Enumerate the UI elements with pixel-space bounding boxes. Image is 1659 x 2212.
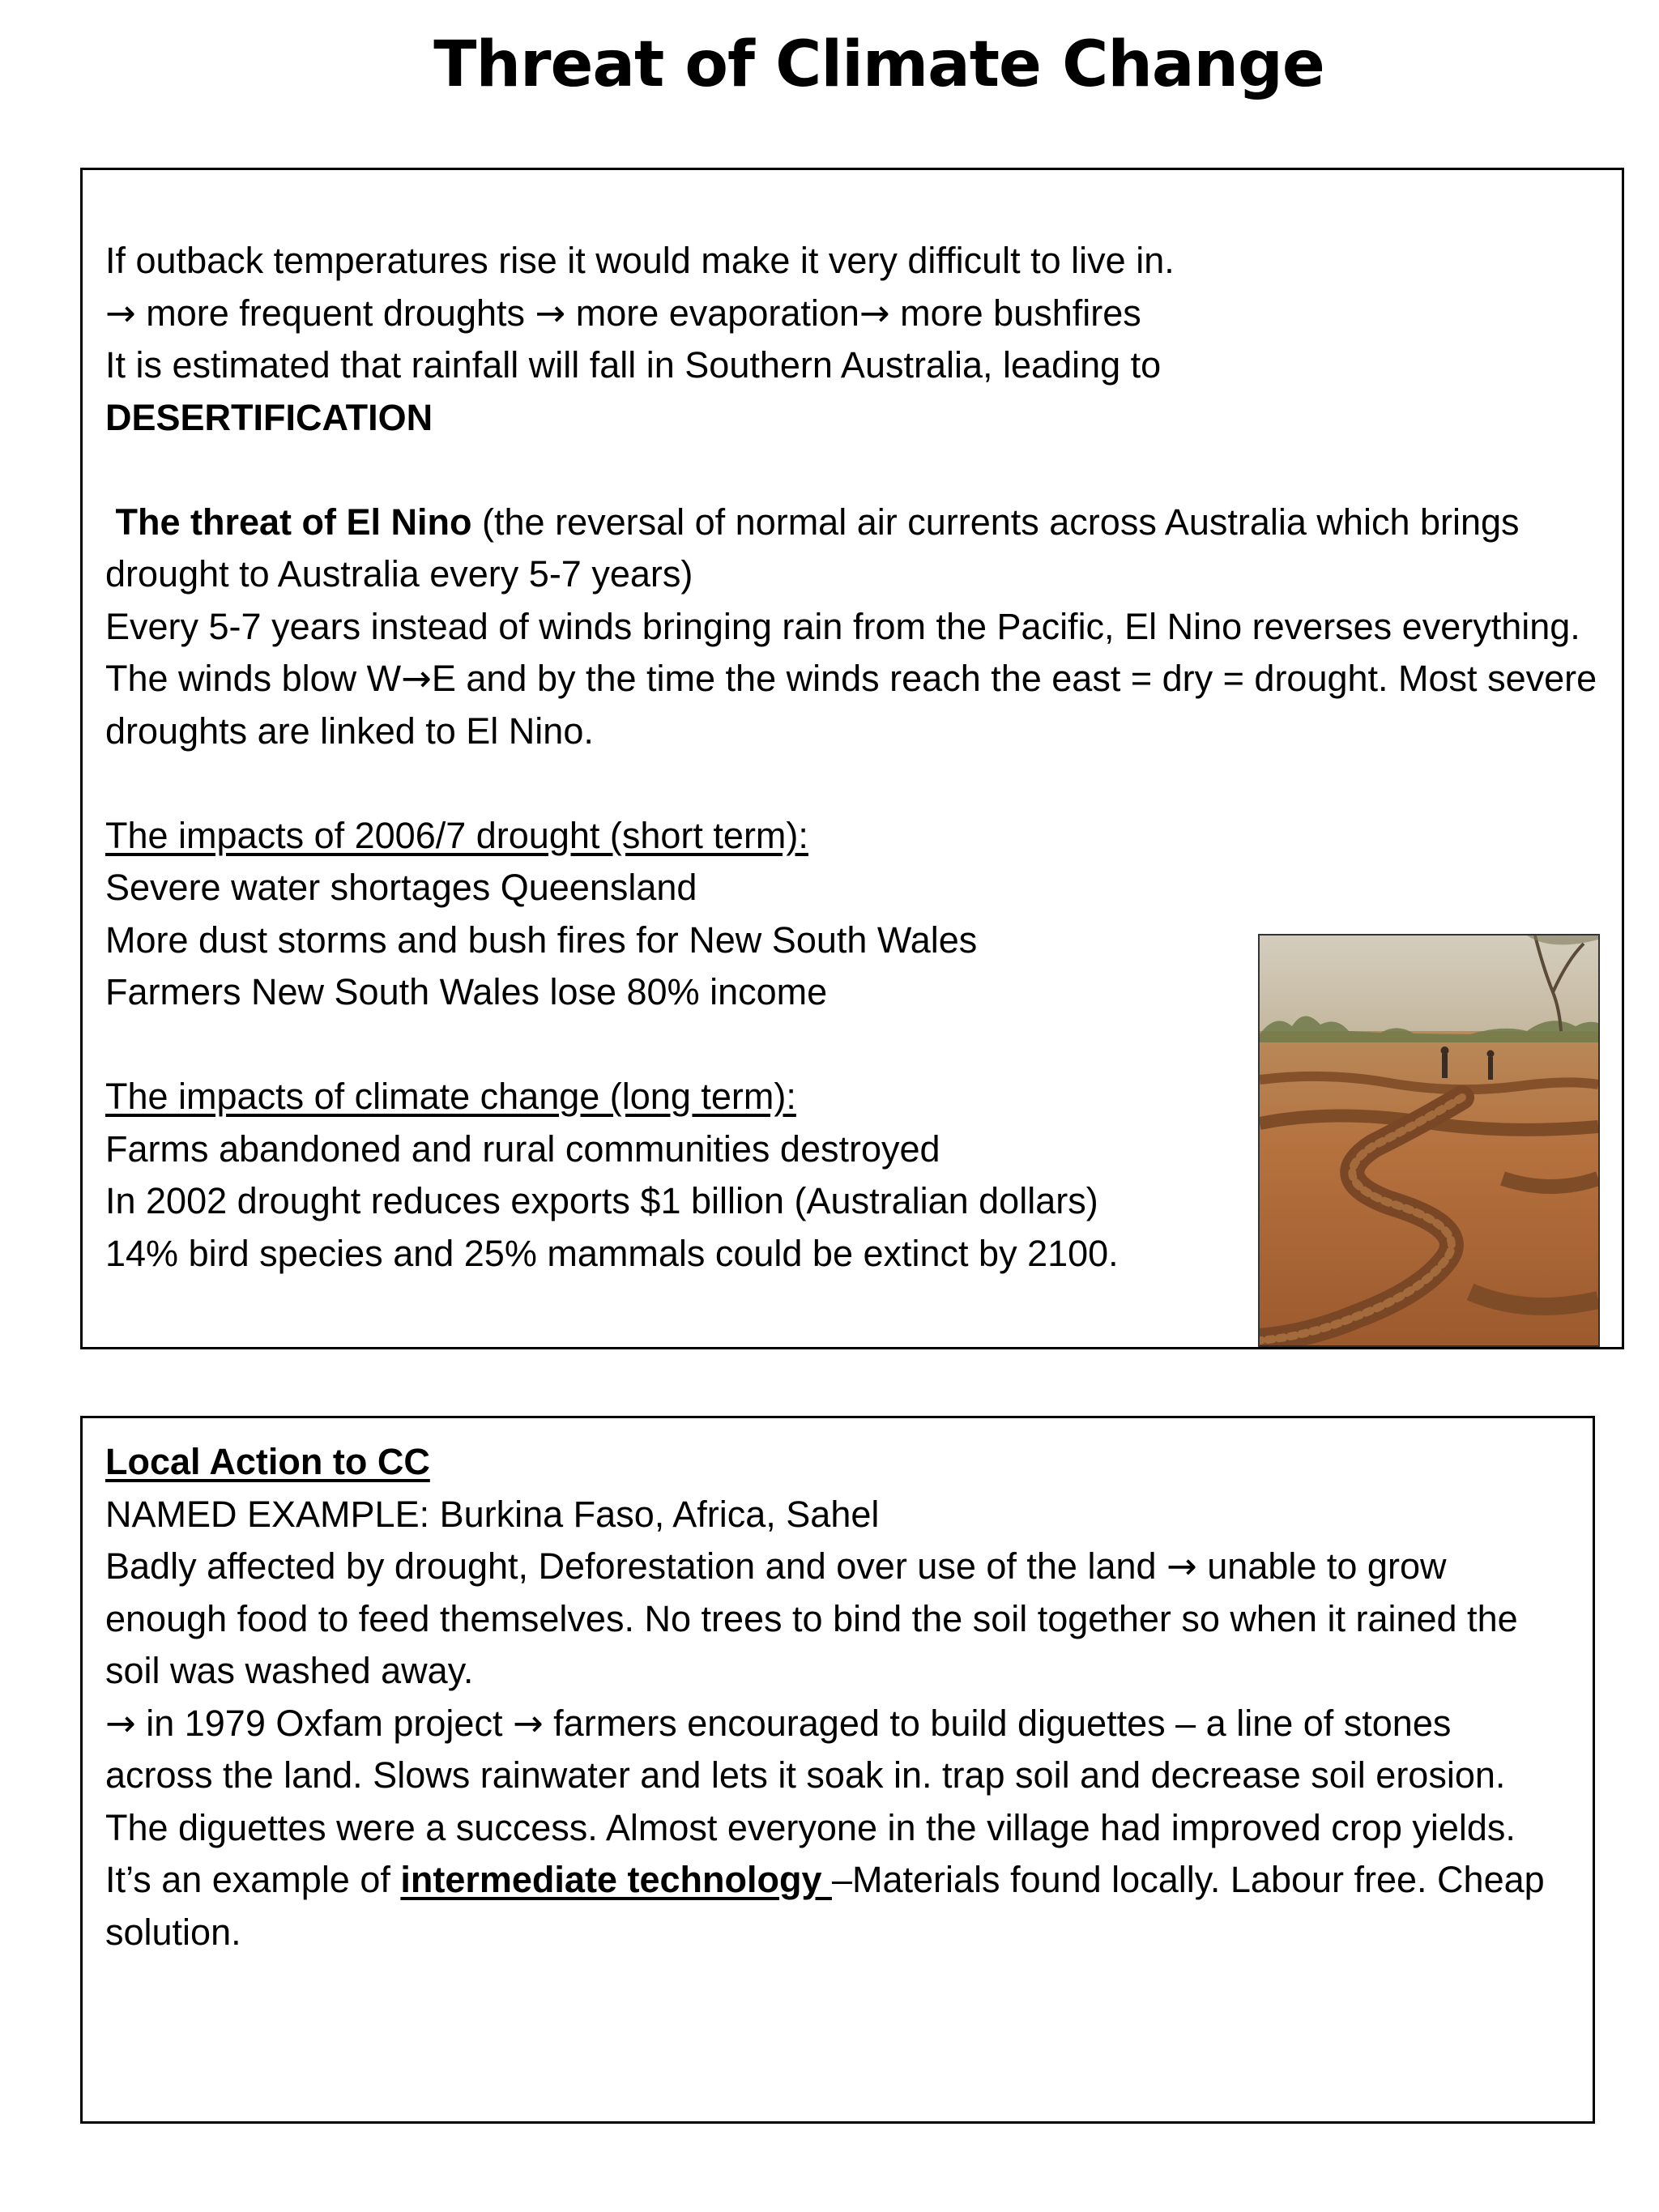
elnino-explanation: Every 5-7 years instead of winds bringing rain from the Pacific, El Nino reverses everything. The winds blow W→E and by the time the winds reach the east = dry = drought. Most severe droughts are linked to El Nino.	[105, 605, 1597, 752]
drought-paragraph: Badly affected by drought, Deforestation and over use of the land → unable to grow enough food to feed themselves. No trees to bind the soil together so when it rained the soil was washed away.	[105, 1545, 1518, 1691]
oxfam-paragraph: → in 1979 Oxfam project → farmers encouraged to build diguettes – a line of stones across the land. Slows rainwater and lets it soak in. trap soil and decrease soil erosion.	[105, 1701, 1506, 1796]
long-term-item: 14% bird species and 25% mammals could be extinct by 2100.	[105, 1232, 1119, 1274]
temperature-line: If outback temperatures rise it would make it very difficult to live in.	[105, 240, 1175, 281]
chain-step-bushfires: more bushfires	[889, 292, 1141, 334]
technology-paragraph: It’s an example of intermediate technology –Materials found locally. Labour free. Cheap solution.	[105, 1859, 1545, 1953]
long-term-heading: The impacts of climate change (long term):	[105, 1076, 796, 1117]
chain-step-droughts: more frequent droughts	[135, 292, 535, 334]
local-action-text	[105, 1436, 1568, 1958]
arrow-right-icon: →	[1166, 1545, 1197, 1588]
local-action-box	[80, 1416, 1595, 2124]
long-term-item: In 2002 drought reduces exports $1 billion (Australian dollars)	[105, 1180, 1098, 1221]
short-term-item: More dust storms and bush fires for New South Wales	[105, 918, 978, 961]
arrow-right-icon: →	[859, 291, 890, 335]
intermediate-technology-term: intermediate technology	[400, 1859, 832, 1900]
arrow-right-icon: →	[105, 1701, 136, 1745]
elnino-intro	[105, 497, 1597, 601]
consequence-chain	[105, 288, 1597, 340]
arrow-right-icon: →	[401, 657, 432, 700]
arrow-right-icon: →	[105, 291, 136, 335]
farmland-illustration	[1260, 936, 1598, 1345]
elnino-definition: (the reversal of normal air currents across Australia which brings drought to Australia every 5-7 years)	[105, 501, 1520, 595]
page-title: Threat of Climate Change	[433, 28, 1324, 101]
short-term-item: Farmers New South Wales lose 80% income	[105, 971, 828, 1012]
desertification-term: DESERTIFICATION	[105, 396, 433, 438]
named-example: NAMED EXAMPLE: Burkina Faso, Africa, Sahel	[105, 1493, 880, 1535]
local-action-heading: Local Action to CC	[105, 1441, 430, 1482]
long-term-item: Farms abandoned and rural communities destroyed	[105, 1127, 940, 1170]
short-term-item: Severe water shortages Queensland	[105, 867, 697, 908]
arrow-right-icon: →	[512, 1701, 544, 1745]
success-paragraph: The diguettes were a success. Almost everyone in the village had improved crop yields.	[105, 1806, 1516, 1848]
diguettes-photo	[1258, 934, 1600, 1347]
chain-step-evaporation: more evaporation	[565, 292, 859, 334]
elnino-heading: The threat of El Nino	[115, 501, 472, 543]
arrow-right-icon: →	[535, 291, 566, 335]
rainfall-line: It is estimated that rainfall will fall in Southern Australia, leading to	[105, 344, 1162, 386]
short-term-heading: The impacts of 2006/7 drought (short term):	[105, 814, 808, 856]
